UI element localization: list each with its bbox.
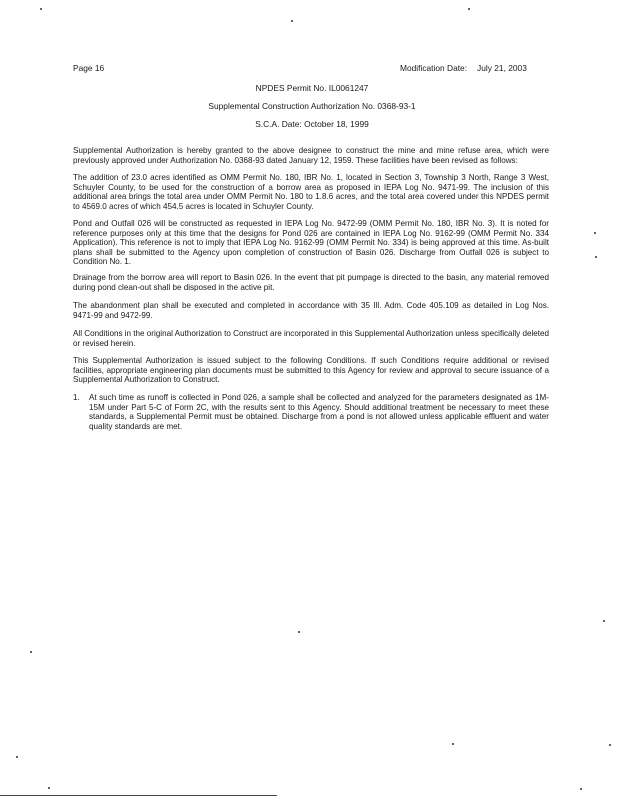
scan-speck [595, 256, 597, 258]
scan-speck [594, 232, 596, 234]
paragraph-addition: The addition of 23.0 acres identified as OMM Permit No. 180, IBR No. 1, located in Section 3, Township 3 North, Range 3 West, Schuyler County, to be used for the construction of a borrow area as proposed in IEPA Log No. 9471-99. The inclusion of this additional area brings the total area under OMM Permit No. 180 to 1.8.6 acres, and the total area covered under this NPDES permit to 4569.0 acres of which 454.5 acres is located in Schuyler County. [73, 173, 549, 211]
paragraph-drainage: Drainage from the borrow area will report to Basin 026. In the event that pit pumpage is directed to the basin, any material removed during pond clean-out shall be disposed in the active pit. [73, 273, 549, 292]
condition-text: At such time as runoff is collected in Pond 026, a sample shall be collected and analyzed for the parameters designated as 1M-15M under Part 5-C of Form 2C, with the results sent to this Agency. Should additional treatment be necessary to meet these standards, a Supplemental Permit must be obtained. Discharge from a pond is not allowed unless applicable effluent and water quality standards are met. [89, 393, 549, 431]
permit-number: NPDES Permit No. IL0061247 [255, 83, 369, 93]
scan-speck [468, 8, 470, 10]
authorization-number: Supplemental Construction Authorization No. 0368-93-1 [208, 101, 416, 111]
modification-date [400, 63, 527, 73]
scan-speck [609, 744, 611, 746]
scan-speck [16, 756, 18, 758]
scan-speck [452, 743, 454, 745]
paragraph-abandonment: The abandonment plan shall be executed and completed in accordance with 35 Ill. Adm. Code 405.109 as detailed in Log Nos. 9471-99 and 9472-99. [73, 301, 549, 320]
paragraph-subject-to-conditions: This Supplemental Authorization is issued subject to the following Conditions. If such Conditions require additional or revised facilities, appropriate engineering plan documents must be submitted to this Agency for review and approval to secure issuance of a Supplemental Authorization to Construct. [73, 356, 549, 385]
scan-speck [580, 788, 582, 790]
scan-speck [48, 787, 50, 789]
page-number: Page 16 [73, 63, 105, 73]
paragraph-pond: Pond and Outfall 026 will be constructed as requested in IEPA Log No. 9472-99 (OMM Permit No. 180, IBR No. 3). It is noted for reference purposes only at this time that the designs for Pond 026 are contained in IEPA Log No. 9162-99 (OMM Permit No. 334 Application). This reference is not to imply that IEPA Log No. 9162-99 (OMM Permit No. 334) is being approved at this time. As-built plans shall be submitted to the Agency upon completion of construction of Basin 026. Discharge from Outfall 026 is subject to Condition No. 1. [73, 219, 549, 267]
scan-speck [298, 631, 300, 633]
scan-speck [40, 8, 42, 10]
scan-speck [291, 20, 293, 22]
scan-speck [603, 620, 605, 622]
condition-item [73, 393, 549, 431]
paragraph-conditions-incorporated: All Conditions in the original Authorization to Construct are incorporated in this Supplemental Authorization unless specifically deleted or revised herein. [73, 329, 550, 348]
paragraph-intro: Supplemental Authorization is hereby granted to the above designee to construct the mine and mine refuse area, which were previously approved under Authorization No. 0368-93 dated January 12, 1959. These facilities have been revised as follows: [73, 146, 549, 165]
condition-number: 1. [73, 393, 80, 402]
modification-date-value: July 21, 2003 [477, 63, 527, 73]
scan-speck [30, 651, 32, 653]
footer-rule [0, 795, 277, 796]
modification-date-label: Modification Date: [400, 63, 468, 73]
sca-date: S.C.A. Date: October 18, 1999 [255, 119, 369, 129]
